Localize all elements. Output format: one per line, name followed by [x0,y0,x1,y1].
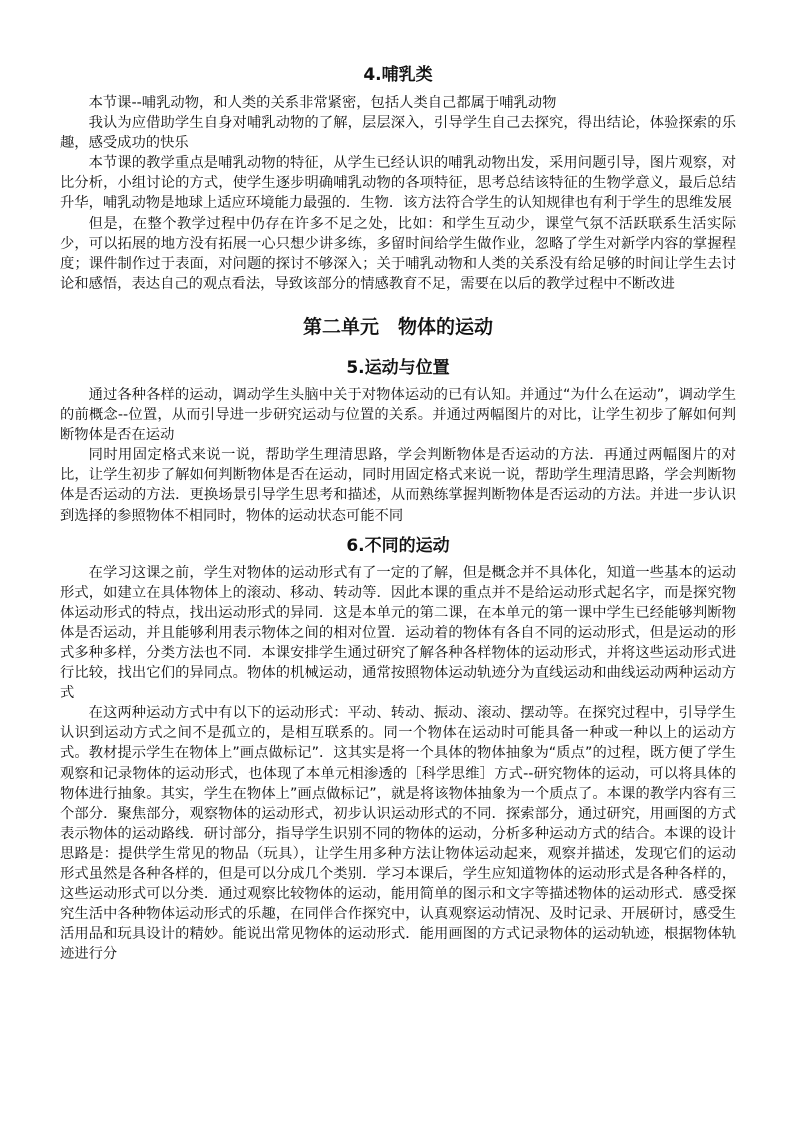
paragraph: 我认为应借助学生自身对哺乳动物的了解，层层深入，引导学生自己去探究，得出结论，体验探索的乐趣，感受成功的快乐 [60,115,736,152]
lesson-title-motion-position: 5.运动与位置 [346,357,450,378]
lesson-title-mammals: 4.哺乳类 [363,65,433,85]
paragraph: 同时用固定格式来说一说，帮助学生理清思路，学会判断物体是否运动的方法．再通过两幅图片的对比，让学生初步了解如何判断物体是否在运动，同时用固定格式来说一说，帮助学生理清思路，学会判断物体是否运动的方法．更换场景引导学生思考和描述，从而熟练掌握判断物体是否运动的方法。并进一步认识到选择的参照物体不相同时，物体的运动状态可能不同 [60,447,736,524]
document-page [60,62,736,964]
lesson-title-different-motions: 6.不同的运动 [346,535,450,556]
paragraph: 本节课--哺乳动物，和人类的关系非常紧密，包括人类自己都属于哺乳动物 [88,95,557,111]
paragraph: 在这两种运动方式中有以下的运动形式：平动、转动、振动、滚动、摆动等。在探究过程中，引导学生认识到运动方式之间不是孤立的，是相互联系的。同一个物体在运动时可能具备一种或一种以上的运动方式。教材提示学生在物体上”画点做标记”．这其实是将一个具体的物体抽象为“质点”的过程，既方便了学生观察和记录物体的运动形式，也体现了本单元相渗透的［科学思维］方式--研究物体的运动，可以将具体的物体进行抽象。其实，学生在物体上”画点做标记”，就是将该物体抽象为一个质点了。本课的教学内容有三个部分．聚焦部分，观察物体的运动形式，初步认识运动形式的不同．探索部分，通过研究，用画图的方式表示物体的运动路线．研讨部分，指导学生识别不同的物体的运动，分析多种运动方式的结合。本课的设计思路是：提供学生常见的物品（玩具），让学生用多种方法让物体运动起来，观察并描述，发现它们的运动形式虽然是各种各样的，但是可以分成几个类别．学习本课后，学生应知道物体的运动形式是各种各样的，这些运动形式可以分类．通过观察比较物体的运动，能用简单的图示和文字等描述物体的运动形式．感受探究生活中各种物体运动形式的乐趣，在同伴合作探究中，认真观察运动情况、及时记录、开展研讨，感受生活用品和玩具设计的精妙。能说出常见物体的运动形式．能用画图的方式记录物体的运动轨迹，根据物体轨迹进行分 [60,705,736,963]
unit-title: 第二单元 物体的运动 [302,315,493,338]
paragraph: 通过各种各样的运动，调动学生头脑中关于对物体运动的已有认知。并通过“为什么在运动”，调动学生的前概念--位置，从而引导进一步研究运动与位置的关系。并通过两幅图片的对比，让学生初步了解如何判断物体是否在运动 [60,386,736,444]
paragraph: 在学习这课之前，学生对物体的运动形式有了一定的了解，但是概念并不具体化，知道一些基本的运动形式，如建立在具体物体上的滚动、移动、转动等．因此本课的重点并不是给运动形式起名字，而是探究物体运动形式的特点，找出运动形式的异同．这是本单元的第二课，在本单元的第一课中学生已经能够判断物体是否运动，并且能够利用表示物体之间的相对位置．运动着的物体有各自不同的运动形式，但是运动的形式多种多样，分类方法也不同．本课安排学生通过研究了解各种各样物体的运动形式，并将这些运动形式进行比较，找出它们的异同点。物体的机械运动，通常按照物体运动轨迹分为直线运动和曲线运动两种运动方式 [60,564,736,702]
paragraph: 但是，在整个教学过程中仍存在许多不足之处，比如：和学生互动少，课堂气氛不活跃联系生活实际少，可以拓展的地方没有拓展一心只想少讲多练，多留时间给学生做作业，忽略了学生对新学内容的掌握程度；课件制作过于表面，对问题的探讨不够深入；关于哺乳动物和人类的关系没有给足够的时间让学生去讨论和感悟，表达自己的观点看法，导致该部分的情感教育不足，需要在以后的教学过程中不断改进 [60,215,736,292]
paragraph: 本节课的教学重点是哺乳动物的特征，从学生已经认识的哺乳动物出发，采用问题引导，图片观察，对比分析，小组讨论的方式，使学生逐步明确哺乳动物的各项特征，思考总结该特征的生物学意义，最后总结升华，哺乳动物是地球上适应环境能力最强的．生物．该方法符合学生的认知规律也有利于学生的思维发展 [60,155,736,212]
